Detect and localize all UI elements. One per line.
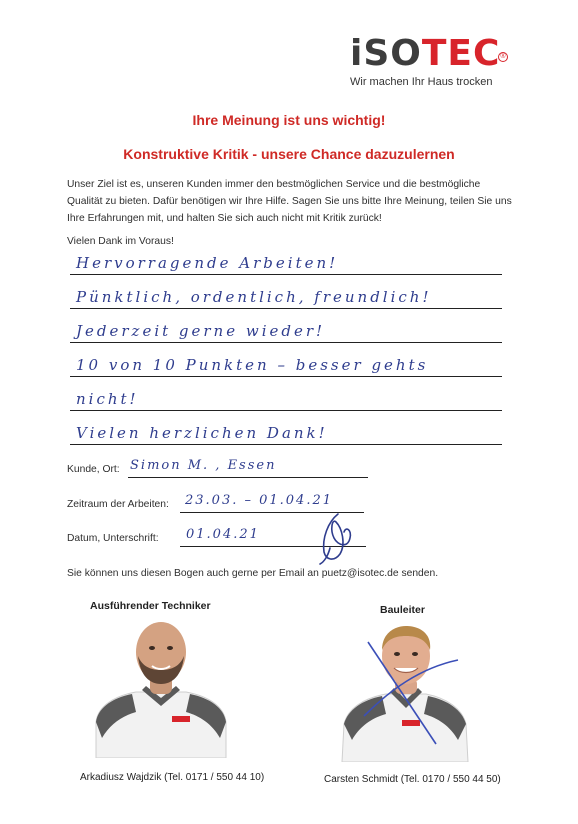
signature (310, 508, 360, 568)
period-value: 23.03. – 01.04.21 (185, 493, 334, 508)
date-label: Datum, Unterschrift: (67, 533, 159, 544)
thanks-text: Vielen Dank im Voraus! (67, 236, 174, 247)
customer-value: Simon M. , Essen (130, 458, 277, 473)
customer-line (128, 477, 368, 478)
feedback-line: Jederzeit gerne wieder! (76, 322, 326, 340)
technician-photo (92, 612, 230, 758)
feedback-line: Vielen herzlichen Dank! (76, 424, 328, 442)
writing-line (70, 342, 502, 343)
feedback-line: Pünktlich, ordentlich, freundlich! (76, 288, 432, 306)
email-note: Sie können uns diesen Bogen auch gerne per Email an puetz@isotec.de senden. (67, 568, 439, 579)
period-label: Zeitraum der Arbeiten: (67, 499, 169, 510)
writing-line (70, 274, 502, 275)
site-manager-photo (340, 620, 470, 762)
logo-tagline: Wir machen Ihr Haus trocken (350, 76, 493, 88)
writing-line (70, 376, 502, 377)
customer-label: Kunde, Ort: (67, 464, 120, 475)
writing-line (70, 308, 502, 309)
feedback-line: 10 von 10 Punkten – besser gehts (76, 356, 429, 374)
technician-role: Ausführender Techniker (90, 600, 211, 612)
intro-text: Unser Ziel ist es, unseren Kunden immer den bestmöglichen Service und die bestmögliche Qualität zu bieten. Dafür benötigen wir Ihre Hilfe. Sagen Sie uns bitte Ihre Meinung, teilen Sie uns Ihre Erfahrungen mit, und halten Sie sich auch nicht mit Kritik zurück! (67, 179, 512, 224)
site-manager-caption: Carsten Schmidt (Tel. 0170 / 550 44 50) (324, 774, 501, 785)
registered-mark: ® (498, 52, 508, 62)
logo-wordmark: iSOTEC (350, 33, 501, 74)
technician-caption: Arkadiusz Wajdzik (Tel. 0171 / 550 44 10) (80, 772, 265, 783)
feedback-line: nicht! (76, 390, 139, 408)
site-manager-role: Bauleiter (380, 604, 425, 616)
writing-line (70, 410, 502, 411)
feedback-line: Hervorragende Arbeiten! (76, 254, 339, 272)
writing-line (70, 444, 502, 445)
date-value: 01.04.21 (186, 527, 260, 542)
headline-criticism: Konstruktive Kritik - unsere Chance dazuzulernen (123, 146, 455, 162)
headline-opinion: Ihre Meinung ist uns wichtig! (192, 112, 386, 128)
isotec-logo (332, 28, 510, 98)
